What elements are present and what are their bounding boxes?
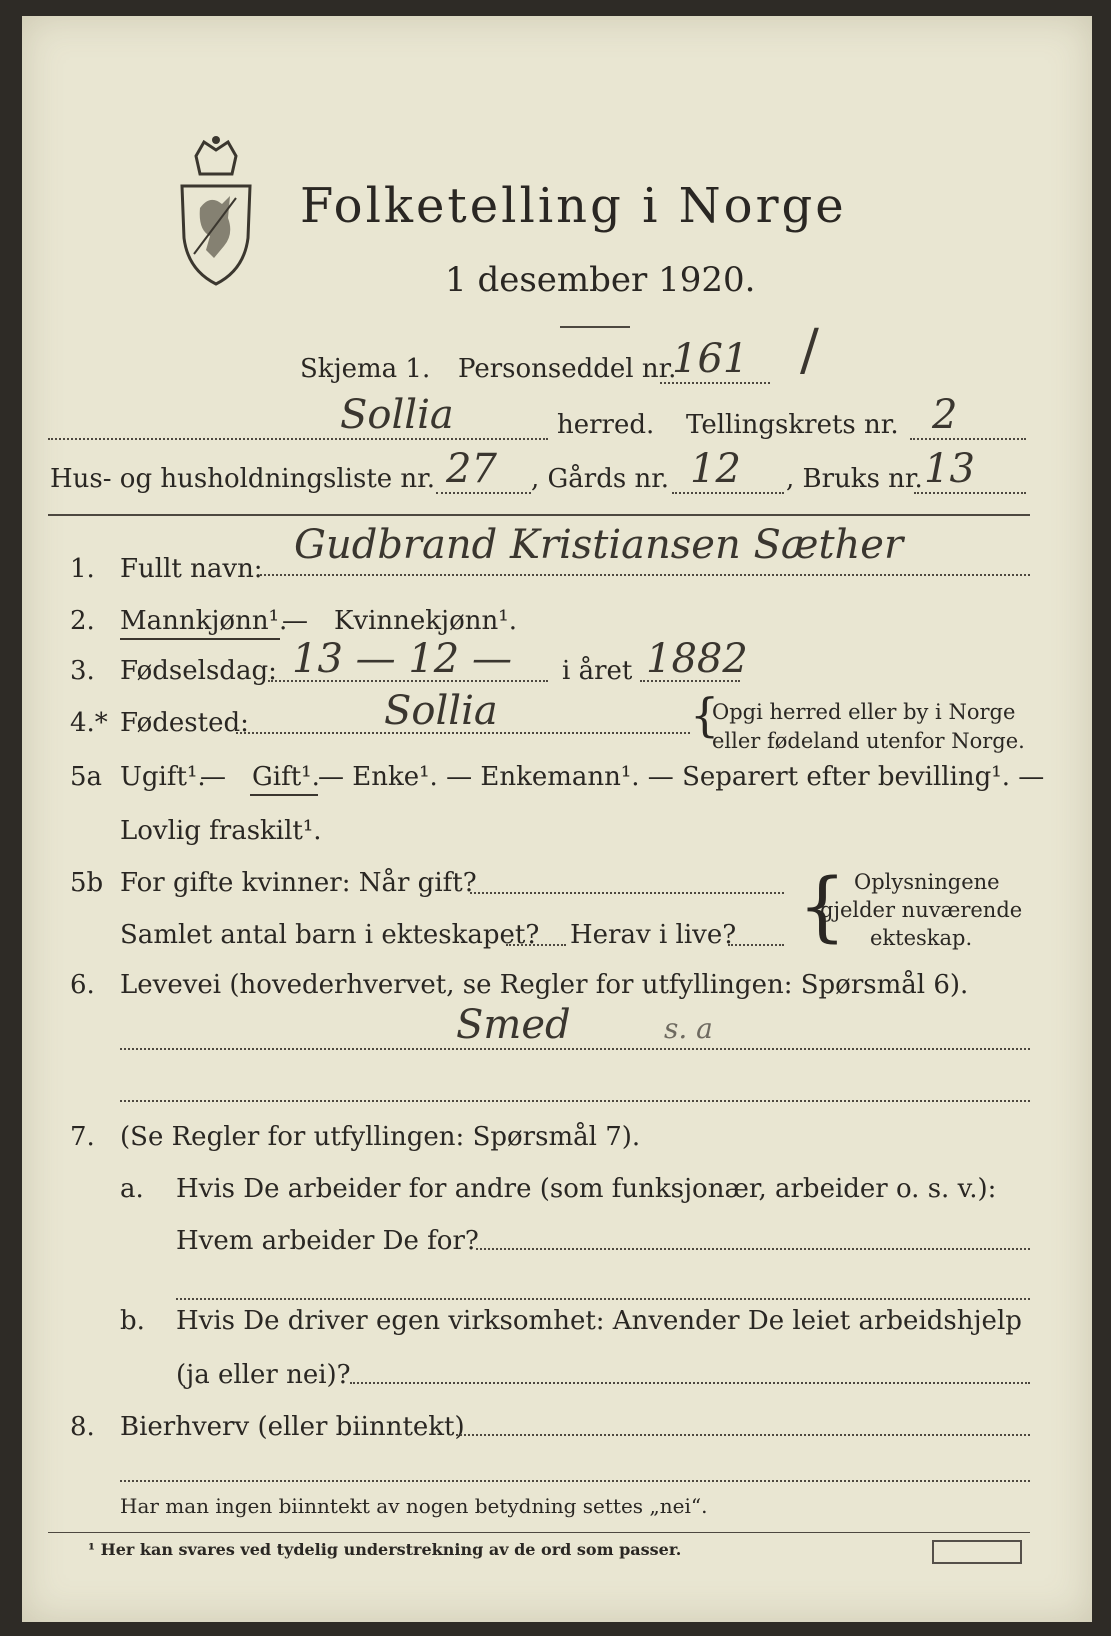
- hus-value[interactable]: 27: [446, 446, 497, 492]
- printer-stamp: [932, 1540, 1022, 1564]
- birthplace-note-2: eller fødeland utenfor Norge.: [712, 729, 1025, 753]
- status-gift[interactable]: Gift¹.: [252, 762, 320, 792]
- title-divider: [560, 326, 630, 328]
- q7-label: (Se Regler for utfyllingen: Spørsmål 7).: [120, 1122, 641, 1152]
- employer-question: Hvis De arbeider for andre (som funksjonær, arbeider o. s. v.):: [176, 1174, 997, 1204]
- birthdate-label: Fødselsdag:: [120, 656, 277, 686]
- bruks-label: , Bruks nr.: [786, 464, 923, 494]
- gift-underline: [250, 794, 318, 796]
- side-income-label: Bierhverv (eller biinntekt): [120, 1412, 465, 1442]
- schema-label: Skjema 1.: [300, 354, 431, 384]
- tellingskrets-value[interactable]: 2: [932, 392, 958, 438]
- business-question: Hvis De driver egen virksomhet: Anvender De leiet arbeidshjelp: [176, 1306, 1022, 1336]
- occupation-value[interactable]: Smed: [456, 1002, 571, 1048]
- occupation-annotation: s. a: [664, 1012, 713, 1045]
- birthyear-value[interactable]: 1882: [646, 636, 748, 682]
- status-fraskilt[interactable]: Lovlig fraskilt¹.: [120, 816, 322, 846]
- birthdate-value[interactable]: 13 — 12 —: [292, 636, 512, 682]
- census-date: 1 desember 1920.: [445, 260, 756, 300]
- header-rule: [48, 514, 1030, 516]
- form-title: Folketelling i Norge: [300, 178, 847, 234]
- sex-female-option[interactable]: Kvinnekjønn¹.: [334, 606, 517, 636]
- birthplace-note-1: Opgi herred eller by i Norge: [712, 700, 1016, 724]
- hus-label: Hus- og husholdningsliste nr.: [50, 464, 436, 494]
- gards-value[interactable]: 12: [690, 446, 741, 492]
- gards-label: , Gårds nr.: [531, 464, 670, 494]
- herred-label: herred.: [557, 410, 655, 440]
- status-other-options[interactable]: — Enke¹. — Enkemann¹. — Separert efter bevilling¹. —: [318, 762, 1045, 792]
- birthyear-label: i året: [562, 656, 633, 686]
- personseddel-label: Personseddel nr.: [458, 354, 677, 384]
- children-alive-label: Herav i live?: [570, 920, 737, 950]
- male-underline: [120, 638, 280, 640]
- footnote: ¹ Her kan svares ved tydelig understrekning av de ord som passer.: [88, 1540, 682, 1559]
- hired-help-label: (ja eller nei)?: [176, 1360, 351, 1390]
- bruks-value[interactable]: 13: [924, 446, 975, 492]
- footer-note: Har man ingen biinntekt av nogen betydning settes „nei“.: [120, 1494, 708, 1518]
- children-label: Samlet antal barn i ekteskapet?: [120, 920, 540, 950]
- married-when-label: For gifte kvinner: Når gift?: [120, 868, 477, 898]
- occupation-label: Levevei (hovederhvervet, se Regler for utfyllingen: Spørsmål 6).: [120, 970, 969, 1000]
- full-name-label: Fullt navn:: [120, 554, 263, 584]
- full-name-value[interactable]: Gudbrand Kristiansen Sæther: [294, 522, 904, 568]
- sex-male-option[interactable]: Mannkjønn¹.: [120, 606, 288, 636]
- tellingskrets-label: Tellingskrets nr.: [686, 410, 899, 440]
- birthplace-label: Fødested:: [120, 708, 249, 738]
- norwegian-lion-crest-icon: [176, 134, 256, 288]
- herred-value[interactable]: Sollia: [340, 392, 454, 438]
- birthplace-value[interactable]: Sollia: [384, 688, 498, 734]
- employer-label: Hvem arbeider De for?: [176, 1226, 479, 1256]
- status-ugift[interactable]: Ugift¹.: [120, 762, 206, 792]
- personseddel-number[interactable]: 161: [672, 336, 749, 382]
